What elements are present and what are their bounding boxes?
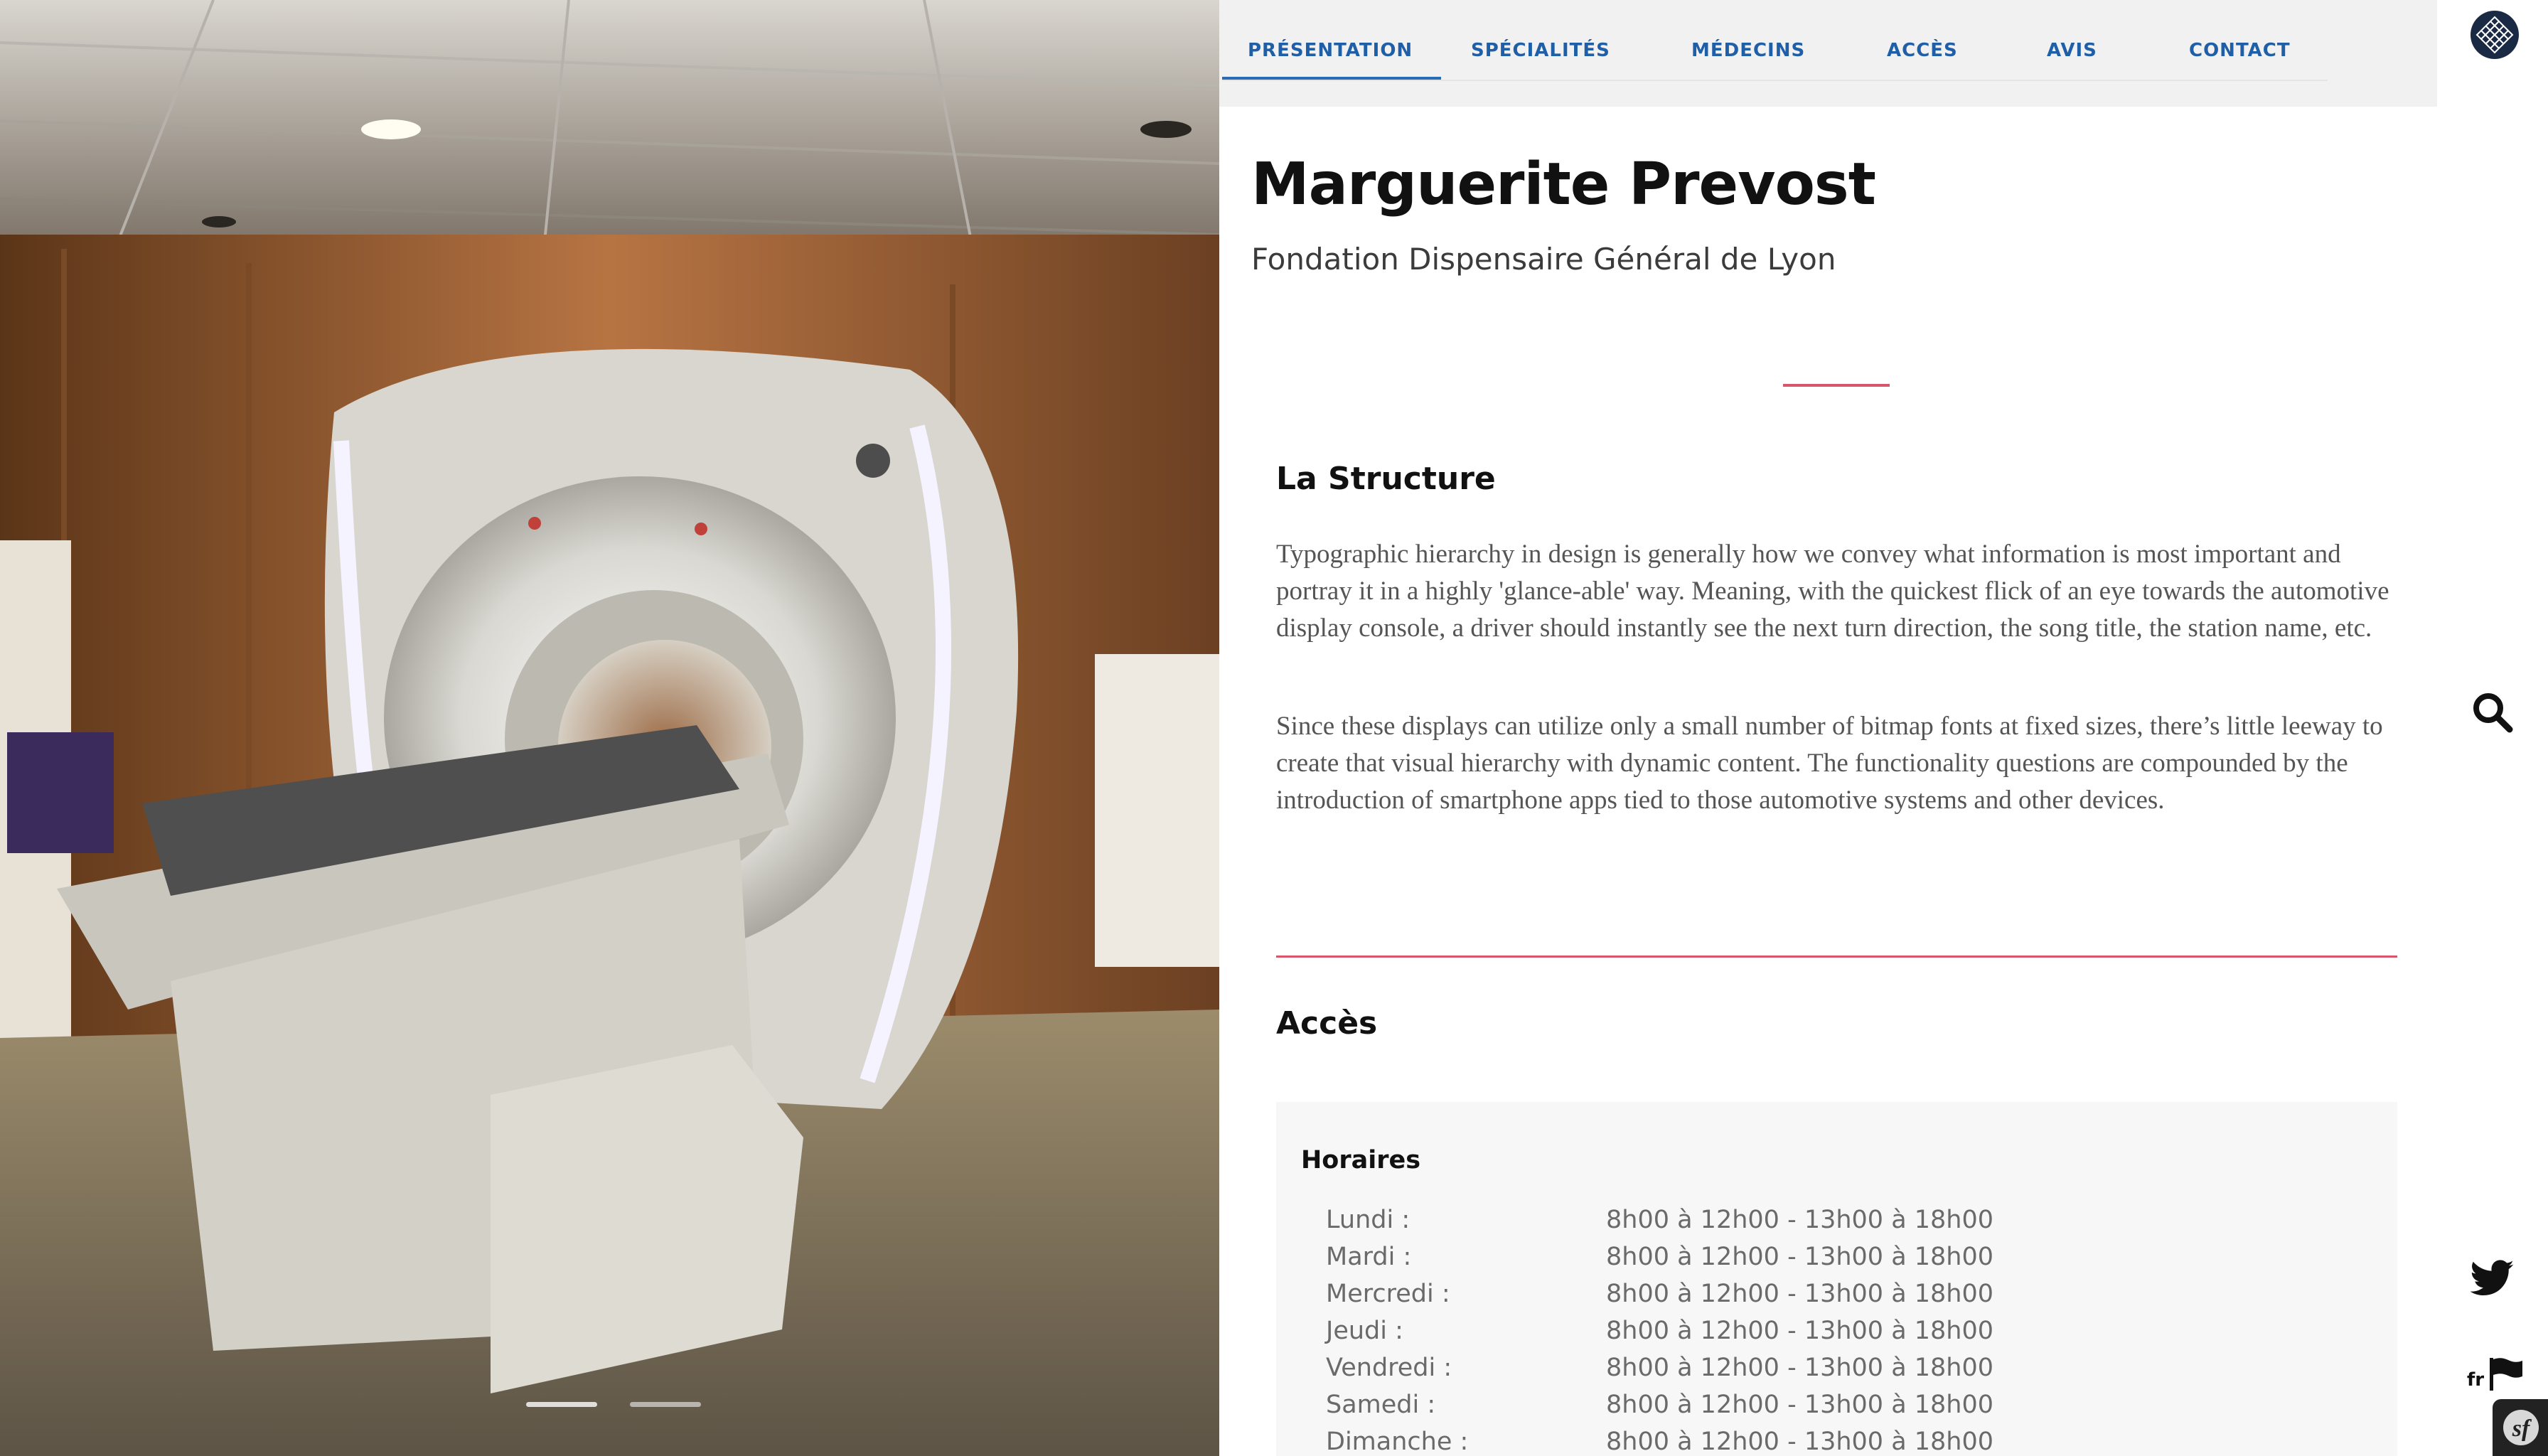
hours-time: 8h00 à 12h00 - 13h00 à 18h00 (1606, 1391, 1994, 1419)
hours-time: 8h00 à 12h00 - 13h00 à 18h00 (1606, 1317, 1994, 1345)
title-divider (1783, 384, 1890, 387)
structure-paragraph: Since these displays can utilize only a small number of bitmap fonts at fixed sizes, there’s little leeway to create that visual hierarchy with dynamic content. The functionality questions are compounded by the introduction of smartphone apps tied to those automotive systems and other devices. (1276, 712, 2383, 815)
hours-title: Horaires (1301, 1146, 1421, 1174)
tab-acces[interactable]: ACCÈS (1887, 40, 1958, 61)
tab-medecins[interactable]: MÉDECINS (1691, 40, 1806, 61)
content-panel (1219, 0, 2437, 1456)
organization-subtitle: Fondation Dispensaire Général de Lyon (1251, 242, 1836, 277)
hours-day: Dimanche : (1326, 1428, 1469, 1456)
hours-time: 8h00 à 12h00 - 13h00 à 18h00 (1606, 1354, 1994, 1382)
tab-specialites[interactable]: SPÉCIALITÉS (1471, 40, 1610, 61)
section-divider (1276, 956, 2397, 958)
svg-text:sf: sf (2512, 1415, 2530, 1442)
hours-day: Jeudi : (1326, 1317, 1403, 1345)
language-code: fr (2467, 1369, 2485, 1391)
carousel-indicators (526, 1402, 701, 1407)
hours-day: Vendredi : (1326, 1354, 1452, 1382)
opening-hours-card (1276, 1102, 2397, 1456)
hours-time: 8h00 à 12h00 - 13h00 à 18h00 (1606, 1243, 1994, 1271)
hours-day: Mercredi : (1326, 1280, 1450, 1308)
top-navigation (1219, 0, 2437, 107)
right-rail (2437, 0, 2548, 1456)
access-heading: Accès (1276, 1005, 1378, 1042)
twitter-icon[interactable] (2471, 1260, 2515, 1297)
hours-time: 8h00 à 12h00 - 13h00 à 18h00 (1606, 1280, 1994, 1308)
tab-contact[interactable]: CONTACT (2189, 40, 2291, 61)
hours-day: Mardi : (1326, 1243, 1412, 1271)
tab-avis[interactable]: AVIS (2047, 40, 2097, 61)
page-title: Marguerite Prevost (1251, 151, 1875, 218)
tab-bar (1222, 0, 2328, 81)
diamond-grid-logo-icon[interactable] (2470, 10, 2520, 60)
hours-time: 8h00 à 12h00 - 13h00 à 18h00 (1606, 1428, 1994, 1456)
hours-time: 8h00 à 12h00 - 13h00 à 18h00 (1606, 1206, 1994, 1234)
tab-presentation[interactable]: PRÉSENTATION (1248, 40, 1413, 61)
hours-day: Samedi : (1326, 1391, 1436, 1419)
structure-paragraph: Typographic hierarchy in design is generally how we convey what information is most important and portray it in a highly 'glance-able' way. Meaning, with the quickest flick of an eye towards the automotive display console, a driver should instantly see the next turn direction, the song title, the station name, etc. (1276, 540, 2389, 643)
carousel-dot[interactable] (526, 1402, 597, 1407)
language-switcher[interactable] (2467, 1356, 2524, 1392)
search-icon[interactable] (2470, 690, 2515, 735)
symfony-icon[interactable] (2493, 1399, 2548, 1456)
mri-scanner-photo (0, 0, 1219, 1456)
hero-image (0, 0, 1219, 1456)
flag-icon (2487, 1356, 2524, 1392)
structure-heading: La Structure (1276, 461, 1496, 497)
carousel-dot[interactable] (630, 1402, 701, 1407)
hours-day: Lundi : (1326, 1206, 1410, 1234)
